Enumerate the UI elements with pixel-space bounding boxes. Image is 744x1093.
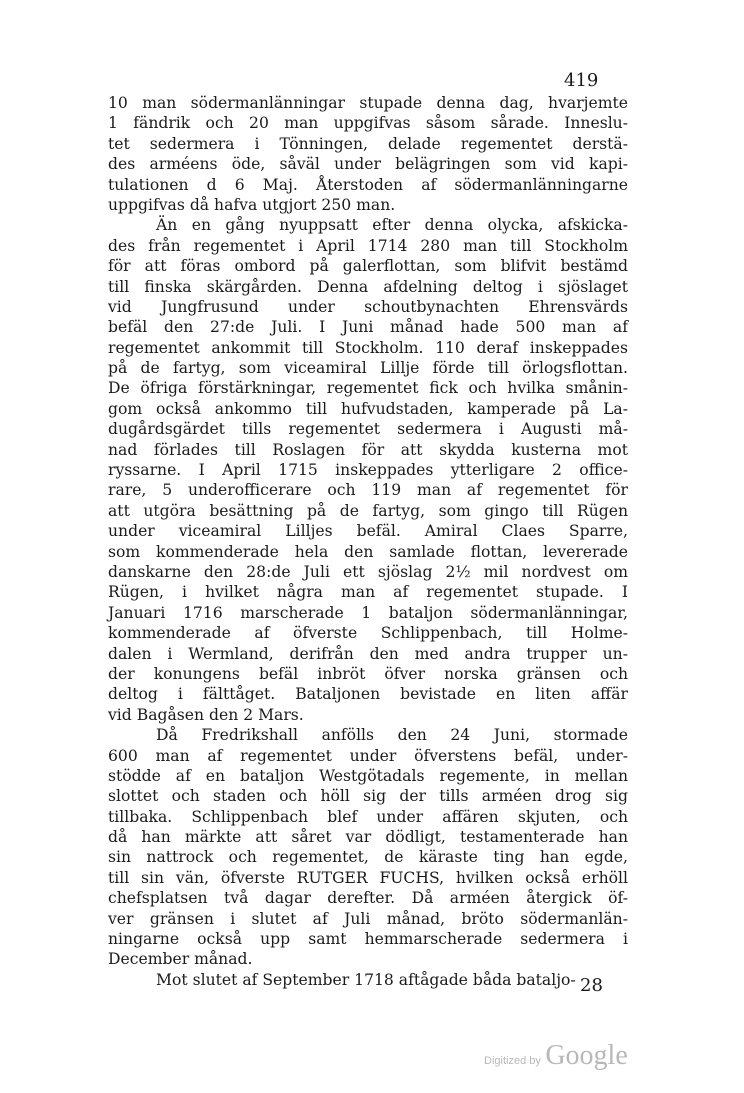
text-line: ningarne också upp samt hemmarscherade sedermera i xyxy=(108,930,628,949)
text-line: ryssarne. I April 1715 inskeppades ytterligare 2 office- xyxy=(108,461,628,480)
text-line: tulationen d 6 Maj. Återstoden af södermanlänningarne xyxy=(108,175,628,194)
text-line: vid Bagåsen den 2 Mars. xyxy=(108,705,304,724)
text-line: slottet och staden och höll sig der tills arméen drog sig xyxy=(108,787,628,806)
text-line: till sin vän, öfverste RUTGER FUCHS, hvilken också erhöll xyxy=(108,868,628,887)
text-line: kommenderade af öfverste Schlippenbach, till Holme- xyxy=(108,624,628,643)
text-line: till finska skärgården. Denna afdelning deltog i sjöslaget xyxy=(108,277,628,296)
text-line: rare, 5 underofficerare och 119 man af regementet för xyxy=(108,481,628,500)
text-line: December månad. xyxy=(108,950,253,969)
text-line: stödde af en bataljon Westgötadals regemente, in mellan xyxy=(108,766,628,785)
text-line: tillbaka. Schlippenbach blef under affären skjuten, och xyxy=(108,807,628,826)
text-line: befäl den 27:de Juli. I Juni månad hade 500 man af xyxy=(108,318,628,337)
text-line: nad förlades till Roslagen för att skydda kusterna mot xyxy=(108,440,628,459)
text-line: Januari 1716 marscherade 1 bataljon södermanlänningar, xyxy=(108,603,628,622)
text-line: Rügen, i hvilket några man af regementet stupade. I xyxy=(108,583,628,602)
text-line: på de fartyg, som viceamiral Lillje förde till örlogsflottan. xyxy=(108,359,628,378)
text-line: chefsplatsen två dagar derefter. Då arméen återgick öf- xyxy=(108,889,628,908)
text-line: 10 man södermanlänningar stupade denna dag, hvarjemte xyxy=(108,94,628,112)
signature-mark: 28 xyxy=(580,975,603,996)
text-line: då han märkte att såret var dödligt, testamenterade han xyxy=(108,828,628,847)
text-line: deltog i fälttåget. Bataljonen bevistade en liten affär xyxy=(108,685,628,704)
text-line: för att föras ombord på galerflottan, som blifvit bestämd xyxy=(108,257,628,276)
text-line: att utgöra besättning på de fartyg, som gingo till Rügen xyxy=(108,501,628,520)
text-line: uppgifvas då hafva utgjort 250 man. xyxy=(108,195,396,214)
watermark-prefix: Digitized by xyxy=(484,1055,541,1067)
text-line: De öfriga förstärkningar, regementet fick och hvilka smånin- xyxy=(108,379,628,398)
text-line: des från regementet i April 1714 280 man till Stockholm xyxy=(108,236,628,255)
text-line: Än en gång nyuppsatt efter denna olycka, afskicka- xyxy=(156,216,628,235)
watermark-brand: Google xyxy=(545,1040,628,1071)
text-line: ver gränsen i slutet af Juli månad, bröto södermanlän- xyxy=(108,909,628,928)
page-number: 419 xyxy=(564,70,599,91)
text-line: regementet ankommit till Stockholm. 110 deraf inskeppades xyxy=(108,338,628,357)
text-line: som kommenderade hela den samlade flottan, levererade xyxy=(108,542,628,561)
text-line: dalen i Wermland, derifrån den med andra trupper un- xyxy=(108,644,628,663)
text-line: 600 man af regementet under öfverstens befäl, under- xyxy=(108,746,628,765)
text-line: 1 fändrik och 20 man uppgifvas såsom sårade. Inneslu- xyxy=(108,114,628,133)
text-line: des arméens öde, såväl under belägringen som vid kapi- xyxy=(108,155,628,174)
text-line: Mot slutet af September 1718 aftågade båda bataljo- xyxy=(156,970,576,989)
text-line: sin nattrock och regementet, de käraste ting han egde, xyxy=(108,848,628,867)
text-line: vid Jungfrusund under schoutbynachten Ehrensvärds xyxy=(108,297,628,316)
text-line: dugårdsgärdet tills regementet sedermera i Augusti må- xyxy=(108,420,628,439)
text-line: Då Fredrikshall anfölls den 24 Juni, stormade xyxy=(156,726,628,745)
body-text xyxy=(108,93,628,990)
digitized-by-google-watermark xyxy=(484,1040,628,1072)
text-line: tet sedermera i Tönningen, delade regementet derstä- xyxy=(108,134,628,153)
text-line: gom också ankommo till hufvudstaden, kamperade på La- xyxy=(108,399,628,418)
text-line: der konungens befäl inbröt öfver norska gränsen och xyxy=(108,664,628,683)
text-line: danskarne den 28:de Juli ett sjöslag 2½ mil nordvest om xyxy=(108,562,628,581)
text-line: under viceamiral Lilljes befäl. Amiral Claes Sparre, xyxy=(108,522,628,541)
